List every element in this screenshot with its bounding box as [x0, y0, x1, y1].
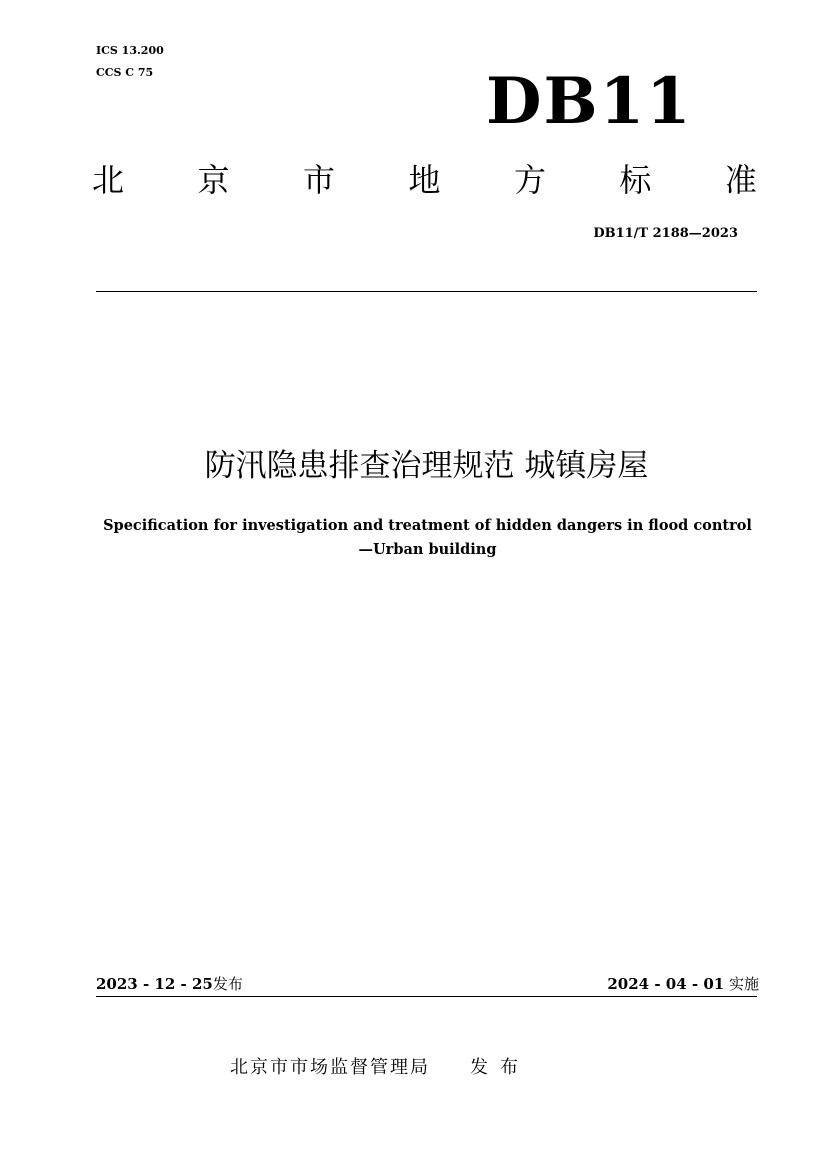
standard-type-char: 方	[513, 161, 546, 199]
bottom-divider	[96, 996, 757, 997]
brand-code: DB11	[486, 64, 693, 139]
issue-date-line	[96, 974, 243, 994]
implement-date: 2024 - 04 - 01	[607, 975, 725, 993]
publisher-org: 北京市市场监督管理局	[230, 1057, 430, 1078]
ics-code: ICS 13.200	[96, 44, 164, 57]
standard-type-char: 地	[408, 161, 441, 199]
implement-date-line	[607, 974, 759, 994]
standard-type-char: 标	[619, 161, 652, 199]
ccs-code: CCS C 75	[96, 66, 154, 79]
standard-number: DB11/T 2188—2023	[593, 226, 738, 241]
title-chinese: 防汛隐患排查治理规范 城镇房屋	[204, 448, 649, 484]
publisher-action: 发布	[470, 1057, 530, 1078]
issue-date: 2023 - 12 - 25	[96, 975, 213, 993]
classification-codes	[96, 40, 164, 84]
standard-type-char: 准	[724, 161, 757, 199]
standard-type-char: 北	[92, 161, 125, 199]
standard-type-char: 京	[197, 161, 230, 199]
top-divider	[96, 291, 757, 292]
standard-type	[92, 160, 757, 200]
standard-type-char: 市	[302, 161, 335, 199]
publisher-line	[230, 1055, 530, 1081]
title-english: Specification for investigation and treatment of hidden dangers in flood control—Urban building	[103, 517, 752, 558]
issue-label: 发布	[212, 975, 243, 993]
implement-label: 实施	[728, 975, 759, 993]
